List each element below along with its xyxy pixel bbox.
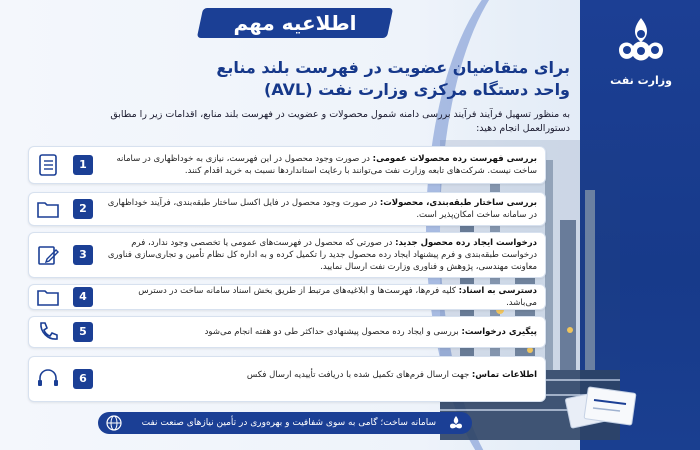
list-item — [28, 356, 546, 402]
item-body: در صورت وجود محصول در این فهرست، نیازی به خوداظهاری در سامانه ساخت نیست. شرکت‌های تابعه وزارت نفت می‌توانند با رعایت استانداردها نسبت به خرید اقدام کنند. — [116, 154, 537, 176]
footer-bar — [98, 412, 472, 434]
oil-ministry-emblem-icon — [611, 14, 671, 72]
item-body: در صورتی که محصول در فهرست‌های عمومی یا تخصصی وجود ندارد، فرم درخواست طبقه‌بندی و فرم پیشنهاد ایجاد رده محصول جدید را تکمیل کرده و به اداره کل نظام تأمین و تجاری‌سازی فناوری معاونت مهندسی، پژوهش و فناوری وزارت نفت ارسال نمایید. — [107, 238, 537, 272]
item-number: 3 — [73, 245, 93, 265]
item-text — [105, 197, 537, 221]
item-body: بررسی و ایجاد رده محصول پیشنهادی حداکثر طی دو هفته انجام می‌شود — [204, 327, 462, 337]
logo-text: وزارت نفت — [610, 74, 672, 87]
ministry-logo — [596, 14, 686, 104]
item-number: 6 — [73, 369, 93, 389]
list-item — [28, 284, 546, 310]
folder-icon — [35, 284, 61, 310]
subtitle-line-2: واحد دستگاه مرکزی وزارت نفت (AVL) — [264, 80, 570, 99]
item-heading: درخواست ایجاد رده محصول جدید: — [395, 238, 537, 248]
list-item — [28, 232, 546, 278]
item-number: 2 — [73, 199, 93, 219]
intro-text: به منظور تسهیل فرآیند فرآیند بررسی دامنه شمول محصولات و عضویت در فهرست بلند منابع، اقدامات زیر را مطابق دستورالعمل انجام دهید: — [110, 109, 570, 134]
item-number: 4 — [73, 287, 93, 307]
item-text — [105, 237, 537, 273]
item-heading: اطلاعات تماس: — [471, 370, 537, 380]
item-heading: پیگیری درخواست: — [461, 327, 537, 337]
footer-text: سامانه ساخت؛ گامی به سوی شفافیت و بهره‌وری در تأمین نیازهای صنعت نفت — [141, 418, 436, 428]
item-number: 5 — [73, 322, 93, 342]
phone-icon — [35, 319, 61, 345]
folder-icon — [35, 196, 61, 222]
subtitle-line-1: برای متقاضیان عضویت در فهرست بلند منابع — [216, 58, 570, 77]
item-heading: دسترسی به اسناد: — [458, 286, 537, 296]
item-heading: بررسی فهرست رده محصولات عمومی: — [372, 154, 537, 164]
list-item — [28, 146, 546, 184]
item-body: کلیه فرم‌ها، فهرست‌ها و ابلاغیه‌های مرتبط از طریق بخش اسناد سامانه ساخت در دسترس می‌باشد. — [138, 286, 537, 308]
edit-icon — [35, 242, 61, 268]
documents-illustration — [560, 380, 650, 430]
item-text — [105, 153, 537, 177]
item-text — [105, 369, 537, 381]
item-heading: بررسی ساختار طبقه‌بندی، محصولات: — [379, 198, 537, 208]
item-body: جهت ارسال فرم‌های تکمیل شده با دریافت تأییدیه ارسال فکس — [246, 370, 472, 380]
item-body: در صورت وجود محصول در فایل اکسل ساختار طبقه‌بندی، فرآیند خوداظهاری در سامانه ساخت امکان‌پذیر است. — [107, 198, 537, 220]
globe-icon — [106, 415, 122, 431]
item-text — [105, 285, 537, 309]
headset-icon — [35, 366, 61, 392]
document-list-icon — [35, 152, 61, 178]
list-item — [28, 316, 546, 348]
oil-ministry-emblem-icon — [448, 415, 464, 431]
item-text — [105, 326, 537, 338]
list-item — [28, 192, 546, 226]
page-title: اطلاعیه مهم — [233, 11, 357, 35]
item-number: 1 — [73, 155, 93, 175]
